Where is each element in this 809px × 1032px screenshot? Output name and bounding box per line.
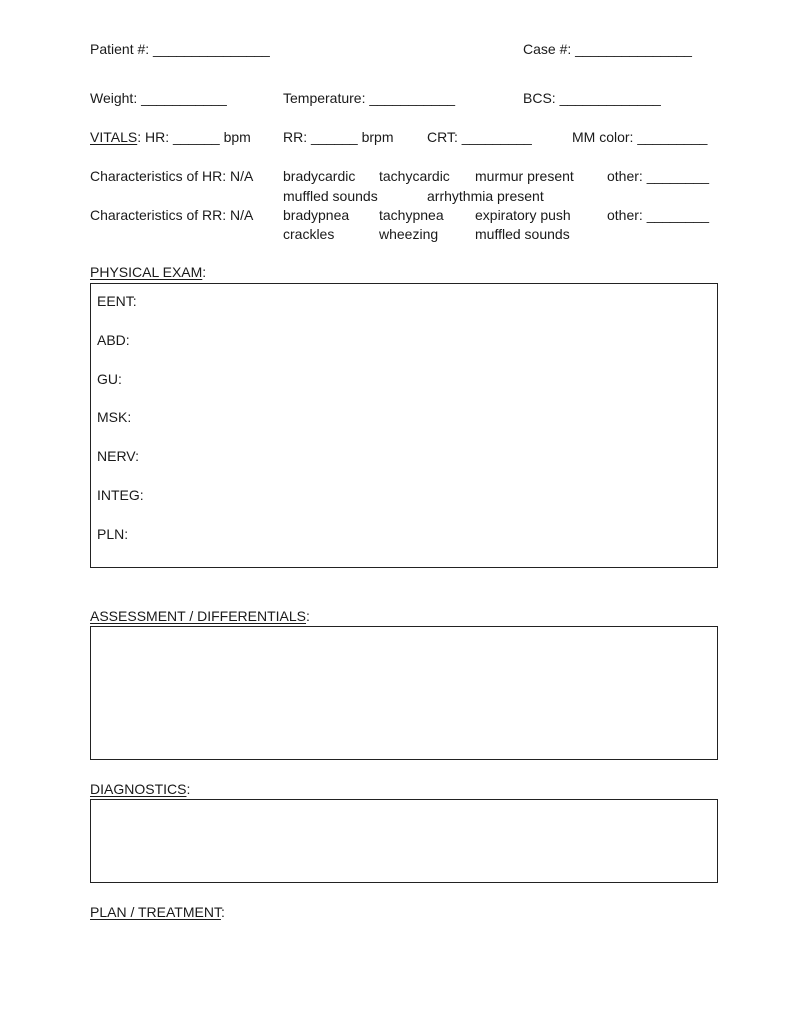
rr-option-crackles[interactable]: crackles [283, 226, 335, 242]
mm-color-field[interactable]: MM color: _________ [572, 129, 708, 145]
assessment-box[interactable] [90, 626, 718, 760]
exam-item-pln: PLN: [97, 526, 129, 542]
rr-other-field[interactable]: other: ________ [607, 207, 709, 223]
diagnostics-heading: DIAGNOSTICS: [90, 781, 191, 797]
exam-item-abd: ABD: [97, 332, 130, 348]
temperature-field[interactable]: Temperature: ___________ [283, 90, 456, 106]
exam-item-integ: INTEG: [97, 487, 144, 503]
patient-number-field[interactable]: Patient #: _______________ [90, 41, 270, 57]
assessment-title: ASSESSMENT / DIFFERENTIALS [90, 608, 307, 624]
vitals-hr-row [90, 129, 251, 145]
weight-field[interactable]: Weight: ___________ [90, 90, 227, 106]
bcs-field[interactable]: BCS: _____________ [523, 90, 661, 106]
hr-characteristics-label: Characteristics of HR: N/A [90, 168, 254, 184]
hr-option-murmur-present[interactable]: murmur present [475, 168, 574, 184]
hr-other-field[interactable]: other: ________ [607, 168, 709, 184]
heart-rate-field[interactable]: : HR: ______ bpm [137, 129, 251, 145]
rr-option-expiratory-push[interactable]: expiratory push [475, 207, 571, 223]
plan-heading: PLAN / TREATMENT: [90, 904, 225, 920]
exam-item-gu: GU: [97, 371, 122, 387]
exam-item-nerv: NERV: [97, 448, 140, 464]
respiratory-rate-field[interactable]: RR: ______ brpm [283, 129, 394, 145]
assessment-heading: ASSESSMENT / DIFFERENTIALS: [90, 608, 310, 624]
exam-item-msk: MSK: [97, 409, 132, 425]
rr-characteristics-label: Characteristics of RR: N/A [90, 207, 254, 223]
physical-exam-heading: PHYSICAL EXAM: [90, 264, 207, 280]
rr-option-muffled-sounds[interactable]: muffled sounds [475, 226, 570, 242]
case-number-field[interactable]: Case #: _______________ [523, 41, 692, 57]
rr-option-wheezing[interactable]: wheezing [379, 226, 439, 242]
rr-option-bradypnea[interactable]: bradypnea [283, 207, 350, 223]
exam-item-eent: EENT: [97, 293, 137, 309]
plan-title: PLAN / TREATMENT [90, 904, 221, 920]
hr-option-arrhythmia-present[interactable]: arrhythmia present [427, 188, 544, 204]
hr-option-muffled-sounds[interactable]: muffled sounds [283, 188, 378, 204]
rr-option-tachypnea[interactable]: tachypnea [379, 207, 444, 223]
diagnostics-box[interactable] [90, 799, 718, 883]
hr-option-bradycardic[interactable]: bradycardic [283, 168, 356, 184]
vitals-label: VITALS [90, 129, 138, 145]
hr-option-tachycardic[interactable]: tachycardic [379, 168, 450, 184]
physical-exam-box[interactable] [90, 283, 718, 568]
diagnostics-title: DIAGNOSTICS [90, 781, 187, 797]
physical-exam-title: PHYSICAL EXAM [90, 264, 203, 280]
crt-field[interactable]: CRT: _________ [427, 129, 532, 145]
